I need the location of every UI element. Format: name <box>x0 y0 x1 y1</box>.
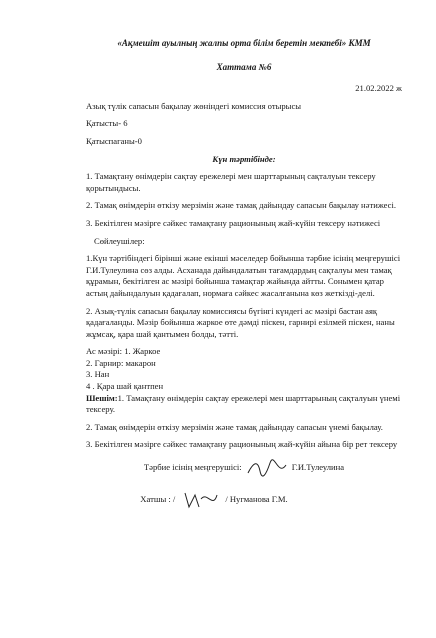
head-signature-label: Тәрбие ісінің меңгерушісі: <box>143 462 242 473</box>
menu-item: 4 . Қара шай қантпен <box>86 381 164 392</box>
decision-item: 2. Тамақ өнімдерін өткізу мерзімін және тамақ дайындау сапасын үнемі бақылау. <box>86 421 383 432</box>
agenda-item: 1. Тамақтану өнімдерін сақтау ережелері мен шарттарының сақталуын тексеру қорытындысы. <box>86 171 376 193</box>
meeting-title: Азық түлік сапасын бақылау жөніндегі комиссия отырысы <box>86 100 302 111</box>
decision-label: Шешім: <box>86 392 118 403</box>
present-count: Қатысты- 6 <box>86 118 128 129</box>
speakers-label: Сөйлеушілер: <box>94 235 145 246</box>
agenda-title: Күн тәртібінде: <box>212 153 276 164</box>
decision-item: 3. Бекітілген мәзірге сәйкес тамақтану рационының жай-күйін айына бір рет тексеру <box>86 439 398 450</box>
absent-count: Қатыспаганы-0 <box>86 135 142 146</box>
signature-icon <box>246 457 288 479</box>
secretary-signature-line <box>86 489 402 511</box>
speaker-paragraph: 1.Күн тәртібіндегі бірінші және екінші мәселедер бойынша тәрбие ісінің меңгерушісі Г.И.Тулеулина сөз алды. Асханада дайындалатын тағамдардың сақталуы мен тамақ құрамын, бекітілген ас мәзірі бойынша тамақтар жайында айтты. Сонымен қатар астың дайындалуын қадағалап, нормаға сәйкес жасалғанына көз жеткізді-делі. <box>86 253 401 298</box>
speaker-paragraph: 2. Азық-түлік сапасын бақылау комиссиясы бүгінгі күндегі ас мәзірі бастан аяқ қадағаланды. Мәзір бойынша жаркое өте дәмді піскен, гарнирі езілмей піскен, наны жұмсақ, қара шай қантымен болды, тәтті. <box>86 305 395 339</box>
decision-item: 1. Тамақтану өнімдерін сақтау ережелері мен шарттарының сақталуын үнемі тексеру. <box>86 392 401 415</box>
agenda-item: 3. Бекітілген мәзірге сәйкес тамақтану рационының жай-күйін тексеру нәтижесі <box>86 217 381 228</box>
secretary-signature-name: / Нугманова Г.М. <box>225 494 288 505</box>
protocol-title: Хаттама №6 <box>216 61 272 72</box>
protocol-date: 21.02.2022 ж <box>355 83 402 94</box>
decision-first <box>86 393 402 416</box>
menu-label: Ас мәзірі: 1. Жаркое <box>86 346 161 357</box>
signatures-block <box>86 457 402 511</box>
agenda-item: 2. Тамақ өнімдерін өткізу мерзімін және тамақ дайындау сапасын бақылау нәтижесі. <box>86 200 397 211</box>
document-page <box>0 38 436 638</box>
menu-item: 2. Гарнир: макарон <box>86 357 156 368</box>
menu-item: 3. Нан <box>86 369 110 380</box>
head-signature-name: Г.И.Тулеулина <box>291 462 345 473</box>
secretary-signature-label: Хатшы : / <box>140 494 176 505</box>
head-signature-line <box>86 457 402 479</box>
organization-title: «Ақмешіт ауылның жалпы орта білім беретін мектебі» КММ <box>117 38 371 48</box>
signature-icon <box>179 489 221 511</box>
